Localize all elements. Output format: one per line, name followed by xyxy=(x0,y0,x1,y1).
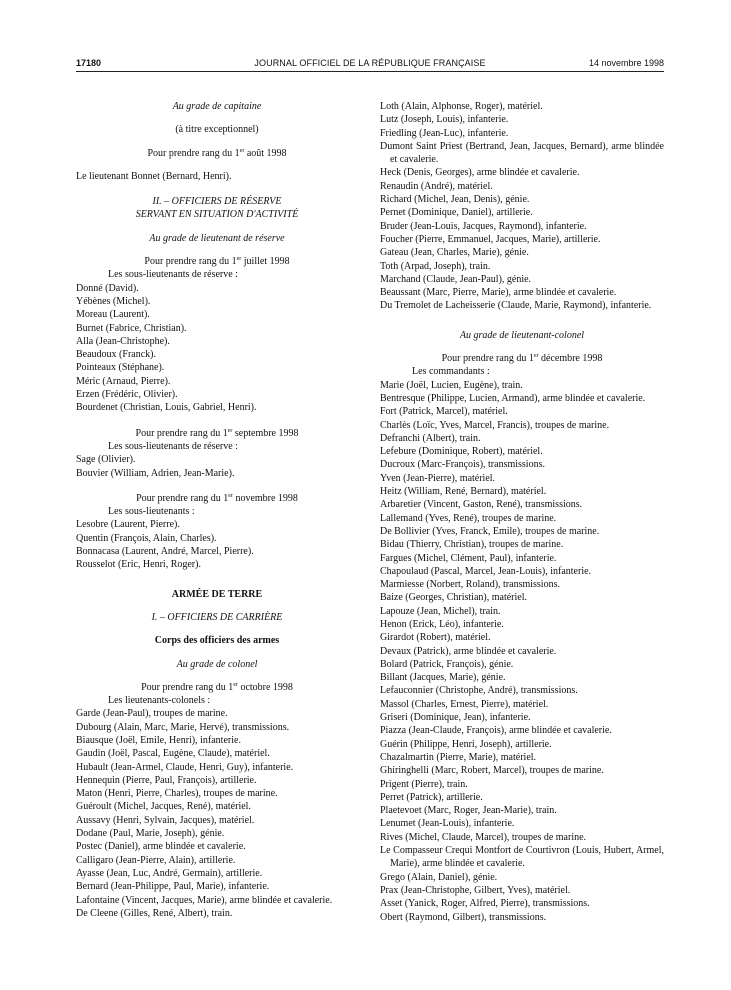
section-heading: SERVANT EN SITUATION D'ACTIVITÉ xyxy=(135,209,299,221)
name-entry: Griseri (Dominique, Jean), infanterie. xyxy=(380,712,531,724)
name-entry: Fort (Patrick, Marcel), matériel. xyxy=(380,406,508,418)
name-entry: Hennequin (Pierre, Paul, François), artillerie. xyxy=(76,774,257,786)
name-entry: Méric (Arnaud, Pierre). xyxy=(76,375,171,387)
name-entry: Le lieutenant Bonnet (Bernard, Henri). xyxy=(76,170,232,182)
rang-date-line: Pour prendre rang du 1er novembre 1998 xyxy=(136,492,298,504)
list-intro: Les lieutenants-colonels : xyxy=(108,695,211,707)
name-entry: Bidau (Thierry, Christian), troupes de marine. xyxy=(380,539,564,551)
name-entry: Plaetevoet (Marc, Roger, Jean-Marie), train. xyxy=(380,805,557,817)
name-entry: Marie (Joël, Lucien, Eugène), train. xyxy=(380,379,523,391)
name-entry: Postec (Daniel), arme blindée et cavalerie. xyxy=(76,841,246,853)
list-intro: Les commandants : xyxy=(412,366,490,378)
name-entry: Lutz (Joseph, Louis), infanterie. xyxy=(380,114,509,126)
name-entry: Heitz (William, René, Bernard), matériel. xyxy=(380,486,547,498)
name-entry: Chapoulaud (Pascal, Marcel, Jean-Louis), infanterie. xyxy=(380,565,592,577)
list-intro: Les sous-lieutenants : xyxy=(108,506,195,518)
name-entry: Lefebure (Dominique, Robert), matériel. xyxy=(380,446,543,458)
name-entry: Bentresque (Philippe, Lucien, Armand), arme blindée et cavalerie. xyxy=(380,392,646,404)
name-entry: Piazza (Jean-Claude, François), arme blindée et cavalerie. xyxy=(380,725,612,737)
section-heading: I. – OFFICIERS DE CARRIÈRE xyxy=(151,611,283,623)
name-entry: Moreau (Laurent). xyxy=(76,309,150,321)
name-entry: Heck (Denis, Georges), arme blindée et cavalerie. xyxy=(380,167,580,179)
name-entry: Chazalmartin (Pierre, Marie), matériel. xyxy=(380,751,537,763)
name-entry: Guérin (Philippe, Henri, Joseph), artillerie. xyxy=(380,738,552,750)
name-entry: Friedling (Jean-Luc), infanterie. xyxy=(380,127,509,139)
name-entry: Prigent (Pierre), train. xyxy=(380,778,468,790)
name-entry: Grego (Alain, Daniel), génie. xyxy=(380,871,498,883)
name-entry: Lesobre (Laurent, Pierre). xyxy=(76,519,180,531)
name-entry: Bouvier (William, Adrien, Jean-Marie). xyxy=(76,467,235,479)
army-heading: ARMÉE DE TERRE xyxy=(171,588,263,600)
rang-date-line: Pour prendre rang du 1er août 1998 xyxy=(147,147,287,159)
name-entry: Lallemand (Yves, René), troupes de marine. xyxy=(380,512,557,524)
name-entry: Lafontaine (Vincent, Jacques, Marie), arme blindée et cavalerie. xyxy=(76,894,333,906)
name-entry: Marchand (Claude, Jean-Paul), génie. xyxy=(380,273,532,285)
grade-heading: Au grade de lieutenant-colonel xyxy=(459,329,585,341)
name-entry: Sage (Olivier). xyxy=(76,454,136,466)
right-column xyxy=(380,100,664,924)
name-entry: Arbaretier (Vincent, Gaston, René), transmissions. xyxy=(380,499,583,511)
name-list xyxy=(76,453,358,480)
page-number: 17180 xyxy=(76,58,102,68)
name-entry: Lapouze (Jean, Michel), train. xyxy=(380,605,501,617)
name-entry: Dubourg (Alain, Marc, Marie, Hervé), transmissions. xyxy=(76,721,290,733)
name-entry: Gateau (Jean, Charles, Marie), génie. xyxy=(380,247,529,259)
name-entry: Beaudoux (Franck). xyxy=(76,349,156,361)
name-list xyxy=(76,518,358,571)
name-entry: Bernard (Jean-Philippe, Paul, Marie), infanterie. xyxy=(76,881,270,893)
name-entry: Hubault (Jean-Armel, Claude, Henri, Guy), infanterie. xyxy=(76,761,294,773)
name-entry: Yébènes (Michel). xyxy=(76,295,151,307)
name-entry: Renaudin (André), matériel. xyxy=(380,180,493,192)
issue-date: 14 novembre 1998 xyxy=(588,58,664,68)
name-entry: Richard (Michel, Jean, Denis), génie. xyxy=(380,194,530,206)
name-entry: Alla (Jean-Christophe). xyxy=(76,335,170,347)
name-entry: Ghiringhelli (Marc, Robert, Marcel), troupes de marine. xyxy=(380,765,604,777)
note-exceptionnel: (à titre exceptionnel) xyxy=(175,124,259,136)
list-intro: Les sous-lieutenants de réserve : xyxy=(108,269,238,281)
name-entry: Obert (Raymond, Gilbert), transmissions. xyxy=(380,911,547,923)
name-entry: Massol (Charles, Ernest, Pierre), matériel. xyxy=(380,698,549,710)
journal-title: JOURNAL OFFICIEL DE LA RÉPUBLIQUE FRANÇAISE xyxy=(254,58,486,68)
name-entry: Billant (Jacques, Marie), génie. xyxy=(380,672,506,684)
name-entry: Defranchi (Albert), train. xyxy=(380,432,481,444)
name-entry: Erzen (Frédéric, Olivier). xyxy=(76,389,178,401)
name-entry: Calligaro (Jean-Pierre, Alain), artillerie. xyxy=(76,854,236,866)
name-entry: Toth (Arpad, Joseph), train. xyxy=(380,260,491,272)
name-entry: Rives (Michel, Claude, Marcel), troupes de marine. xyxy=(380,831,587,843)
rang-date-line: Pour prendre rang du 1er septembre 1998 xyxy=(135,427,299,439)
name-entry: Bonnacasa (Laurent, André, Marcel, Pierre). xyxy=(76,546,254,558)
grade-heading: Au grade de colonel xyxy=(176,658,258,670)
name-entry: Biausque (Joël, Emile, Henri), infanterie. xyxy=(76,734,241,746)
rang-date-line: Pour prendre rang du 1er octobre 1998 xyxy=(141,681,293,693)
name-entry: Rousselot (Eric, Henri, Roger). xyxy=(76,559,201,571)
name-entry: De Cleene (Gilles, René, Albert), train. xyxy=(76,907,233,919)
name-entry: Gaudin (Joël, Pascal, Eugène, Claude), matériel. xyxy=(76,748,270,760)
name-entry: Foucher (Pierre, Emmanuel, Jacques, Marie), artillerie. xyxy=(380,233,601,245)
header-rule xyxy=(76,71,664,72)
name-entry: Devaux (Patrick), arme blindée et cavalerie. xyxy=(380,645,557,657)
grade-heading: Au grade de lieutenant de réserve xyxy=(149,232,285,244)
rang-date-line: Pour prendre rang du 1er décembre 1998 xyxy=(441,353,603,365)
name-entry: Pernet (Dominique, Daniel), artillerie. xyxy=(380,207,533,219)
name-entry: Marmiesse (Norbert, Roland), transmissions. xyxy=(380,579,560,591)
name-entry: Henon (Erick, Léo), infanterie. xyxy=(380,618,504,630)
name-entry: Baize (Georges, Christian), matériel. xyxy=(380,592,527,604)
name-list xyxy=(380,379,664,924)
rang-date-line: Pour prendre rang du 1er juillet 1998 xyxy=(144,256,290,268)
name-entry: Ayasse (Jean, Luc, André, Germain), artillerie. xyxy=(76,867,263,879)
name-entry: Garde (Jean-Paul), troupes de marine. xyxy=(76,708,228,720)
name-entry: Bolard (Patrick, François), génie. xyxy=(380,658,514,670)
name-entry: Bruder (Jean-Louis, Jacques, Raymond), infanterie. xyxy=(380,220,587,232)
name-entry: Pointeaux (Stéphane). xyxy=(76,362,165,374)
left-column xyxy=(76,100,358,920)
name-entry: Maton (Henri, Pierre, Charles), troupes de marine. xyxy=(76,788,278,800)
corps-heading: Corps des officiers des armes xyxy=(154,635,280,647)
name-entry: Fargues (Michel, Clément, Paul), infanterie. xyxy=(380,552,557,564)
name-entry: Lenumet (Jean-Louis), infanterie. xyxy=(380,818,515,830)
name-list xyxy=(76,707,358,920)
name-entry: Aussavy (Henri, Sylvain, Jacques), matériel. xyxy=(76,814,255,826)
name-list xyxy=(76,282,358,415)
grade-heading: Au grade de capitaine xyxy=(172,101,262,112)
name-entry: Burnet (Fabrice, Christian). xyxy=(76,322,187,334)
name-entry: Donné (David). xyxy=(76,282,139,294)
name-entry: Asset (Yanick, Roger, Alfred, Pierre), transmissions. xyxy=(380,898,590,910)
name-entry: Charlès (Loïc, Yves, Marcel, Francis), troupes de marine. xyxy=(380,419,610,431)
name-entry: Quentin (François, Alain, Charles). xyxy=(76,532,217,544)
name-entry: Lefauconnier (Christophe, André), transmissions. xyxy=(380,685,578,697)
list-intro: Les sous-lieutenants de réserve : xyxy=(108,440,238,452)
name-entry: Le Compasseur Crequi Montfort de Courtivron (Louis, Hubert, Armel, Marie), arme blindée et cavalerie. xyxy=(380,845,664,870)
name-entry: Ducroux (Marc-François), transmissions. xyxy=(380,459,545,471)
name-entry: Dumont Saint Priest (Bertrand, Jean, Jacques, Bernard), arme blindée et cavalerie. xyxy=(380,140,664,166)
name-entry: Bourdenet (Christian, Louis, Gabriel, Henri). xyxy=(76,402,257,414)
page-header xyxy=(76,56,664,70)
name-entry: Yven (Jean-Pierre), matériel. xyxy=(380,472,496,484)
name-list xyxy=(380,100,664,313)
name-entry: Prax (Jean-Christophe, Gilbert, Yves), matériel. xyxy=(380,884,571,896)
section-heading: II. – OFFICIERS DE RÉSERVE xyxy=(152,196,282,208)
name-entry: Du Tremolet de Lacheisserie (Claude, Marie, Raymond), infanterie. xyxy=(380,300,652,312)
name-entry: Girardot (Robert), matériel. xyxy=(380,632,491,644)
name-entry: Perret (Patrick), artillerie. xyxy=(380,791,483,803)
name-entry: Dodane (Paul, Marie, Joseph), génie. xyxy=(76,828,225,840)
name-entry: Beaussant (Marc, Pierre, Marie), arme blindée et cavalerie. xyxy=(380,287,617,299)
name-entry: Guéroult (Michel, Jacques, René), matériel. xyxy=(76,801,251,813)
name-entry: Loth (Alain, Alphonse, Roger), matériel. xyxy=(380,101,543,112)
name-entry: De Bollivier (Yves, Franck, Emile), troupes de marine. xyxy=(380,525,600,537)
